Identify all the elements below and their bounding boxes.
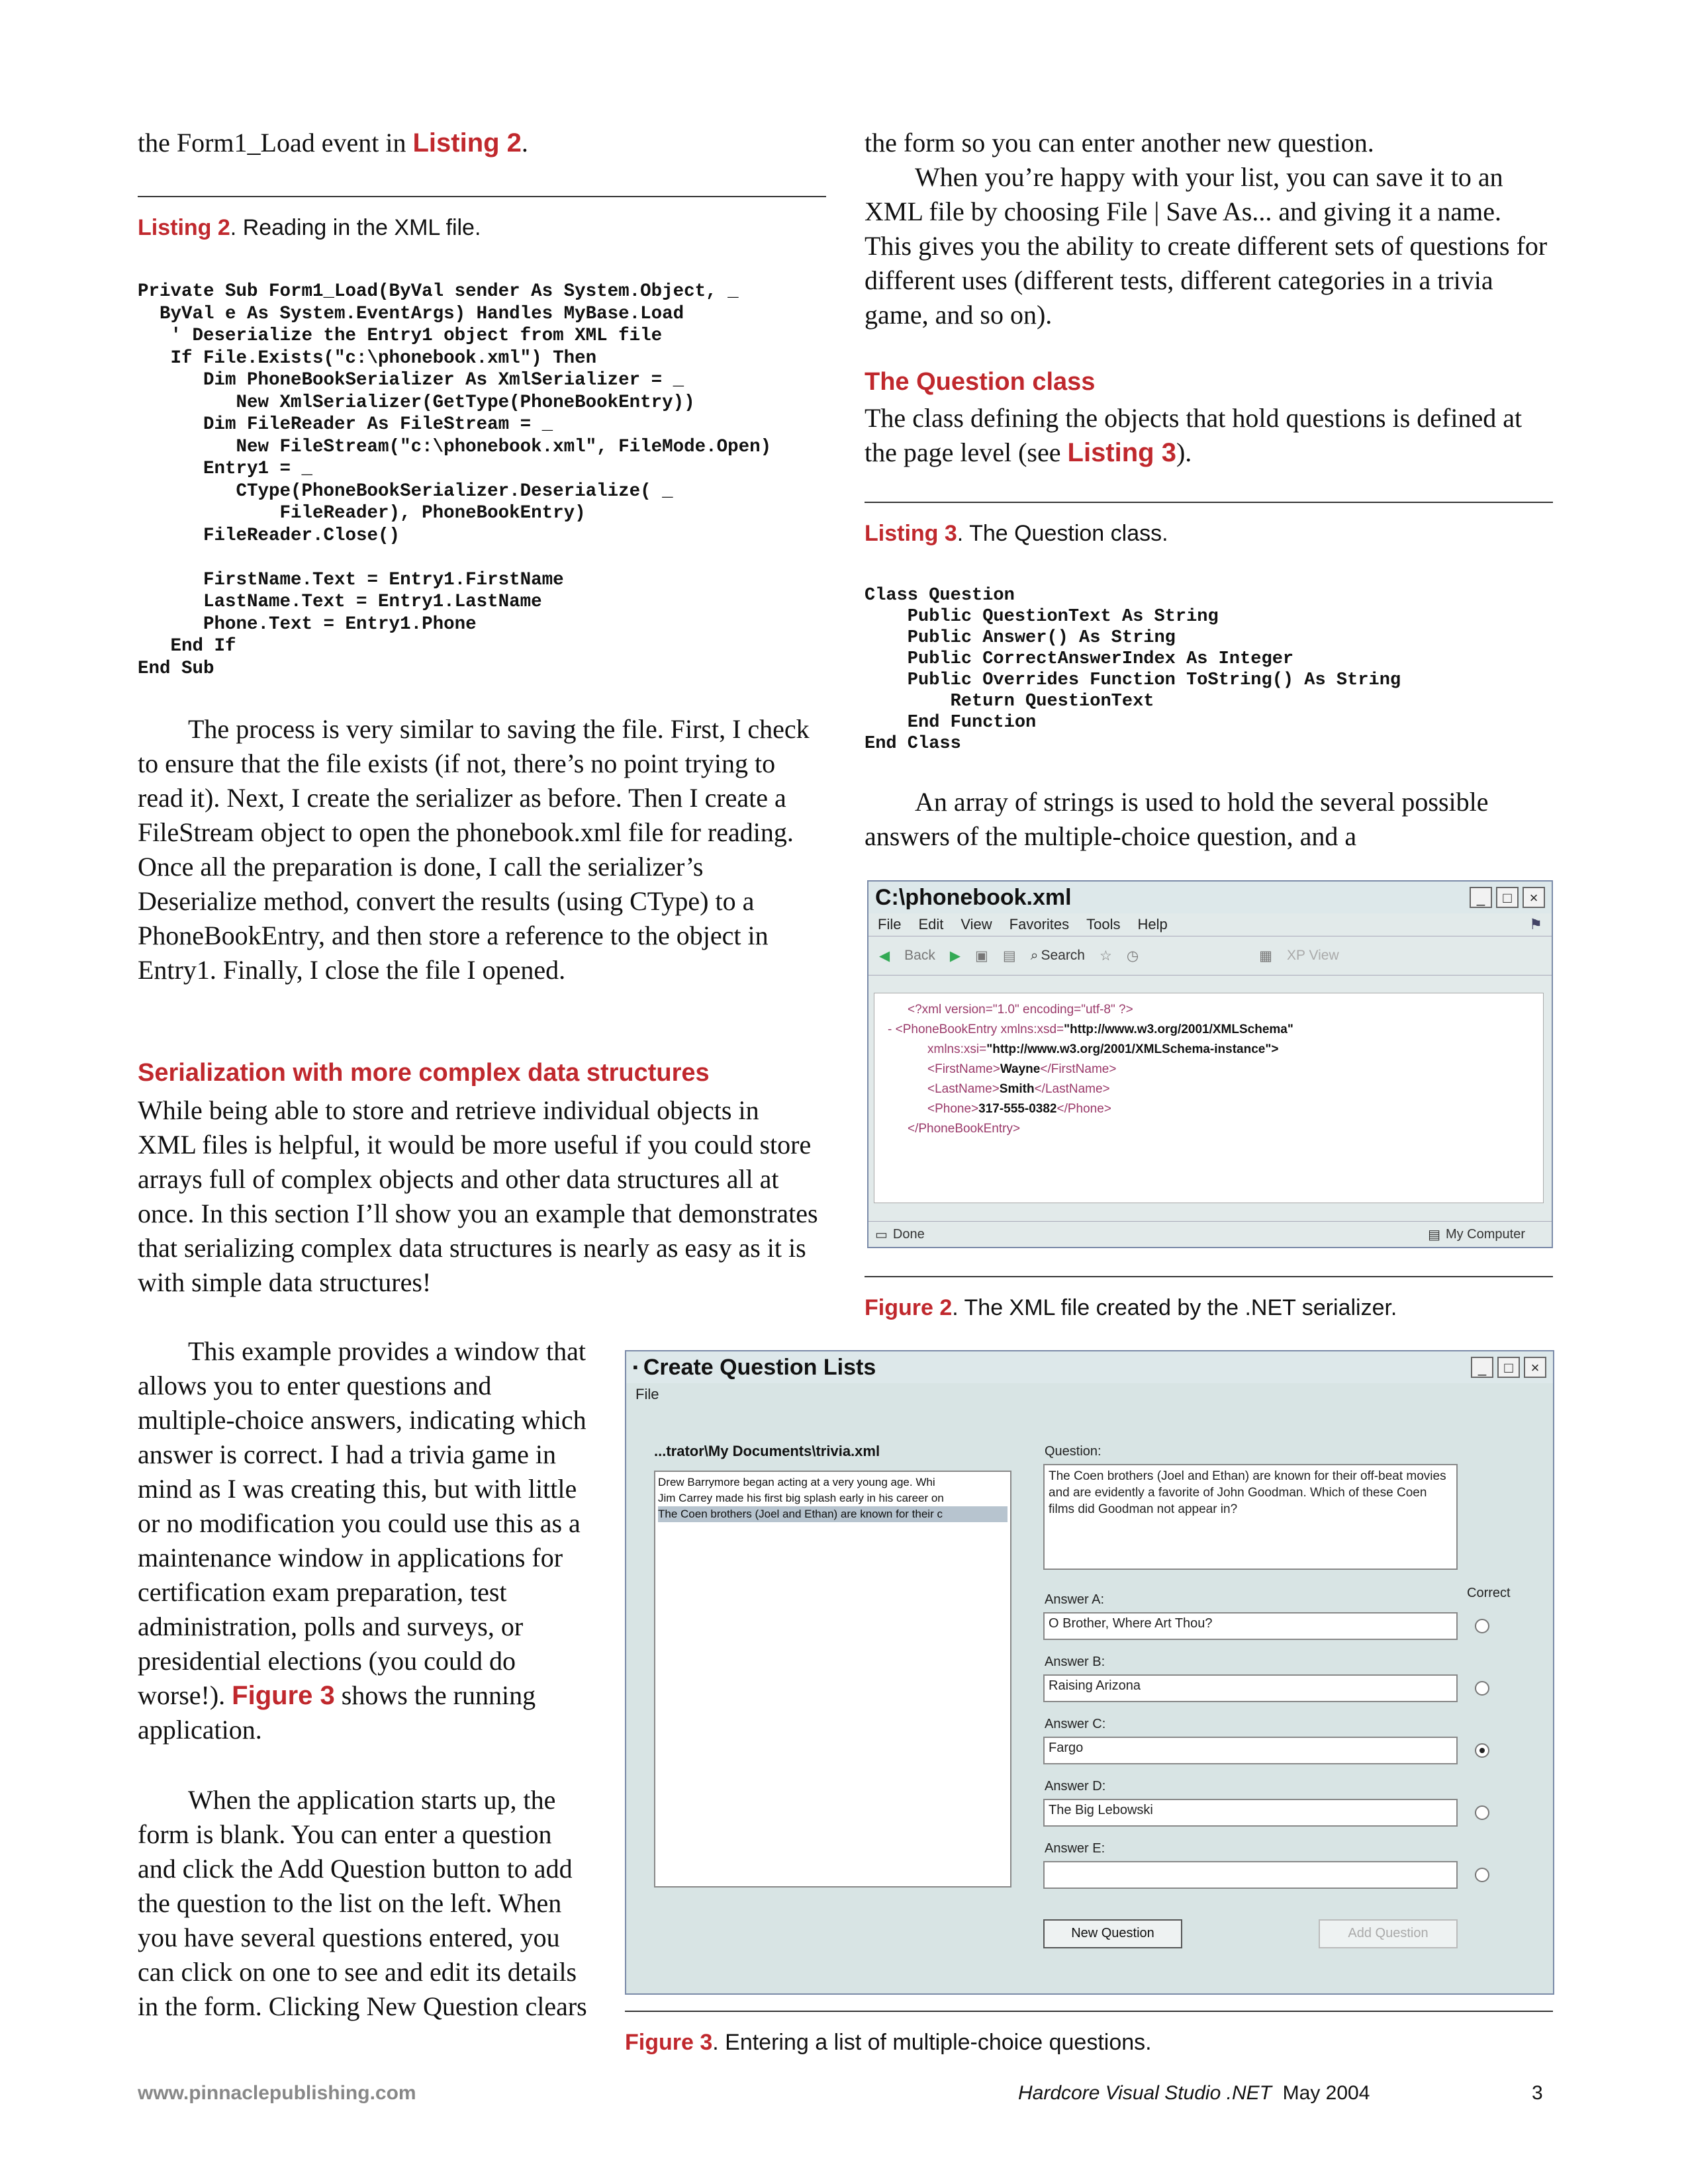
forward-icon[interactable]: ▶ <box>949 948 961 964</box>
menu-tools[interactable]: Tools <box>1086 916 1121 933</box>
heading-question-class: The Question class <box>865 368 1096 396</box>
computer-icon: ▤ <box>1428 1227 1440 1242</box>
xml-lastname: <LastName>Smith</LastName> <box>927 1082 1110 1096</box>
new-question-button[interactable]: New Question <box>1043 1919 1182 1948</box>
file-path-label: ...trator\My Documents\trivia.xml <box>654 1443 880 1459</box>
minimize-icon[interactable]: _ <box>1470 887 1492 908</box>
xml-phone: <Phone>317-555-0382</Phone> <box>927 1102 1111 1116</box>
list-item[interactable]: Jim Carrey made his first big splash early in his career on <box>658 1492 944 1504</box>
figure-3-menubar <box>626 1383 1553 1406</box>
close-icon[interactable]: × <box>1523 887 1545 908</box>
correct-c-radio[interactable] <box>1475 1743 1489 1758</box>
maximize-icon[interactable]: □ <box>1496 887 1519 908</box>
answer-b-label: Answer B: <box>1045 1655 1105 1669</box>
listing-2-rule <box>138 196 826 197</box>
xml-root-open: - <PhoneBookEntry xmlns:xsd="http://www.w3.org/2001/XMLSchema" <box>888 1023 1293 1036</box>
correct-b-radio[interactable] <box>1475 1681 1489 1696</box>
answer-e-input[interactable] <box>1043 1861 1458 1889</box>
status-done: Done <box>892 1226 925 1242</box>
correct-a-radio[interactable] <box>1475 1619 1489 1633</box>
figure-2-window <box>867 880 1553 1248</box>
app-icon: ▪ <box>633 1359 638 1375</box>
figure-2-title: C:\phonebook.xml <box>875 884 1072 910</box>
correct-label: Correct <box>1467 1586 1511 1600</box>
close-icon[interactable]: × <box>1524 1357 1546 1378</box>
answer-b-input[interactable]: Raising Arizona <box>1043 1674 1458 1702</box>
question-label: Question: <box>1045 1444 1102 1459</box>
figure-3-link[interactable]: Figure 3 <box>232 1681 335 1710</box>
xp-view-label[interactable]: XP View <box>1287 948 1339 963</box>
refresh-icon[interactable]: ▤ <box>1002 948 1016 964</box>
figure-3-window <box>625 1350 1554 1995</box>
page-icon: ▭ <box>875 1227 888 1242</box>
xp-view-icon[interactable]: ▦ <box>1259 948 1272 964</box>
listing-3-code: Class Question Public QuestionText As String Public Answer() As String Public CorrectAnswerIndex As Integer Public Overrides Function ToString() As String Return QuestionText End Function End Class <box>865 586 1401 754</box>
figure-3-titlebar <box>626 1351 1553 1383</box>
search-icon[interactable]: ⌕ <box>1030 948 1039 963</box>
listing-2-link[interactable]: Listing 2 <box>412 128 522 158</box>
question-textbox[interactable]: The Coen brothers (Joel and Ethan) are known for their off-beat movies and are evidently a favorite of John Goodman. Which of these Coen films did Goodman not appear in? <box>1043 1464 1458 1570</box>
xml-firstname: <FirstName>Wayne</FirstName> <box>927 1062 1117 1076</box>
para-array: An array of strings is used to hold the several possible answers of the multiple-choice question, and a <box>865 787 1489 851</box>
figure-3-rule <box>625 2011 1553 2012</box>
answer-a-input[interactable]: O Brother, Where Art Thou? <box>1043 1612 1458 1640</box>
back-button-label[interactable]: Back <box>904 948 935 963</box>
para-serialization: While being able to store and retrieve individual objects in XML files is helpful, it would be more useful if you could store arrays full of complex objects and other data structures all at once. In this section I’ll show you an example that demonstrates that serializing complex data structures is nearly as easy as it is with simple data structures! <box>138 1095 818 1297</box>
menu-edit[interactable]: Edit <box>918 916 944 933</box>
windows-logo-icon: ⚑ <box>1529 916 1542 933</box>
answer-d-label: Answer D: <box>1045 1779 1106 1794</box>
menu-favorites[interactable]: Favorites <box>1009 916 1070 933</box>
figure-3-caption: Figure 3. Entering a list of multiple-choice questions. <box>625 2030 1152 2055</box>
list-item-selected[interactable]: The Coen brothers (Joel and Ethan) are known for their c <box>658 1506 1008 1522</box>
maximize-icon[interactable]: □ <box>1497 1357 1520 1378</box>
listing-3-caption: Listing 3. The Question class. <box>865 521 1168 546</box>
add-question-button[interactable]: Add Question <box>1319 1919 1458 1948</box>
para-example: This example provides a window that allows you to enter questions and multiple-choice answers, indicating which answer is correct. I had a trivia game in mind as I was creating this, but with little or no modification you could use this as a maintenance window in applications for certification exam preparation, test administration, polls and surveys, or presidential elections (you could do worse!). Figure 3 shows the running application. <box>138 1336 586 1745</box>
figure-2-menubar <box>868 913 1552 936</box>
listing-2-caption: Listing 2. Reading in the XML file. <box>138 215 481 240</box>
answer-e-label: Answer E: <box>1045 1841 1105 1856</box>
figure-2-content <box>874 993 1544 1203</box>
para-class: The class defining the objects that hold questions is defined at the page level (see Listing 3). <box>865 403 1523 467</box>
status-zone: My Computer <box>1445 1226 1525 1242</box>
correct-e-radio[interactable] <box>1475 1868 1489 1882</box>
listing-3-link[interactable]: Listing 3 <box>1067 438 1176 467</box>
figure-2-toolbar <box>868 936 1552 976</box>
intro-line: the Form1_Load event in Listing 2. <box>138 128 528 158</box>
answer-a-label: Answer A: <box>1045 1592 1105 1607</box>
xml-declaration: <?xml version="1.0" encoding="utf-8" ?> <box>908 1003 1133 1017</box>
back-icon[interactable]: ◀ <box>879 948 890 964</box>
footer-url[interactable]: www.pinnaclepublishing.com <box>138 2082 416 2104</box>
menu-file[interactable]: File <box>878 916 902 933</box>
listing-2-code: Private Sub Form1_Load(ByVal sender As System.Object, _ ByVal e As System.EventArgs) Handles MyBase.Load ' Deserialize the Entry1 object from XML file If File.Exists("c:\phonebook.xml") Then Dim PhoneBookSerializer As XmlSerializer = _ New XmlSerializer(GetType(PhoneBookEntry)) Dim FileReader As FileStream = _ New FileStream("c:\phonebook.xml", FileMode.Open) Entry1 = _ CType(PhoneBookSerializer.Deserialize( _ FileReader), PhoneBookEntry) FileReader.Close() FirstName.Text = Entry1.FirstName LastName.Text = Entry1.LastName Phone.Text = Entry1.Phone End If End Sub <box>138 281 772 679</box>
answer-d-input[interactable]: The Big Lebowski <box>1043 1799 1458 1827</box>
menu-file[interactable]: File <box>635 1386 659 1402</box>
footer-publication: Hardcore Visual Studio .NET May 2004 <box>1018 2082 1370 2104</box>
figure-2-caption: Figure 2. The XML file created by the .NET serializer. <box>865 1295 1397 1320</box>
xml-root-close: </PhoneBookEntry> <box>908 1122 1021 1136</box>
answer-c-input[interactable]: Fargo <box>1043 1737 1458 1764</box>
figure-3-title: Create Question Lists <box>643 1354 876 1380</box>
favorites-icon[interactable]: ☆ <box>1100 948 1112 964</box>
figure-2-rule <box>865 1276 1553 1277</box>
para-process: The process is very similar to saving the file. First, I check to ensure that the file exists (if not, there’s no point trying to read it). Next, I create the serializer as before. Then I create a FileStream object to open the phonebook.xml file for reading. Once all the preparation is done, I call the serializer’s Deserialize method, convert the results (using CType) to a PhoneBookEntry, and then store a reference to the object in Entry1. Finally, I close the file I opened. <box>138 714 810 985</box>
stop-icon[interactable]: ▣ <box>975 948 988 964</box>
figure-2-titlebar <box>868 882 1552 913</box>
minimize-icon[interactable]: _ <box>1471 1357 1493 1378</box>
menu-view[interactable]: View <box>961 916 992 933</box>
search-button-label[interactable]: Search <box>1041 948 1085 963</box>
history-icon[interactable]: ◷ <box>1126 948 1139 964</box>
para-save: When you’re happy with your list, you can save it to an XML file by choosing File | Save As... and giving it a name. This gives you the ability to create different sets of questions for different uses (different tests, different categories in a trivia game, and so on). <box>865 162 1548 330</box>
para-top-right: the form so you can enter another new question. <box>865 128 1374 158</box>
xml-ns-line: xmlns:xsi="http://www.w3.org/2001/XMLSchema-instance"> <box>927 1042 1279 1056</box>
menu-help[interactable]: Help <box>1137 916 1168 933</box>
list-item[interactable]: Drew Barrymore began acting at a very young age. Whi <box>658 1476 935 1488</box>
page-number: 3 <box>1532 2082 1543 2104</box>
answer-c-label: Answer C: <box>1045 1717 1106 1731</box>
para-startup: When the application starts up, the form is blank. You can enter a question and click the Add Question button to add the question to the list on the left. When you have several questions entered, you can click on one to see and edit its details in the form. Clicking New Question clears <box>138 1785 587 2021</box>
question-list[interactable] <box>654 1471 1011 1888</box>
figure-2-statusbar <box>868 1221 1552 1247</box>
heading-serialization: Serialization with more complex data structures <box>138 1059 710 1087</box>
listing-3-rule <box>865 502 1553 503</box>
correct-d-radio[interactable] <box>1475 1805 1489 1820</box>
